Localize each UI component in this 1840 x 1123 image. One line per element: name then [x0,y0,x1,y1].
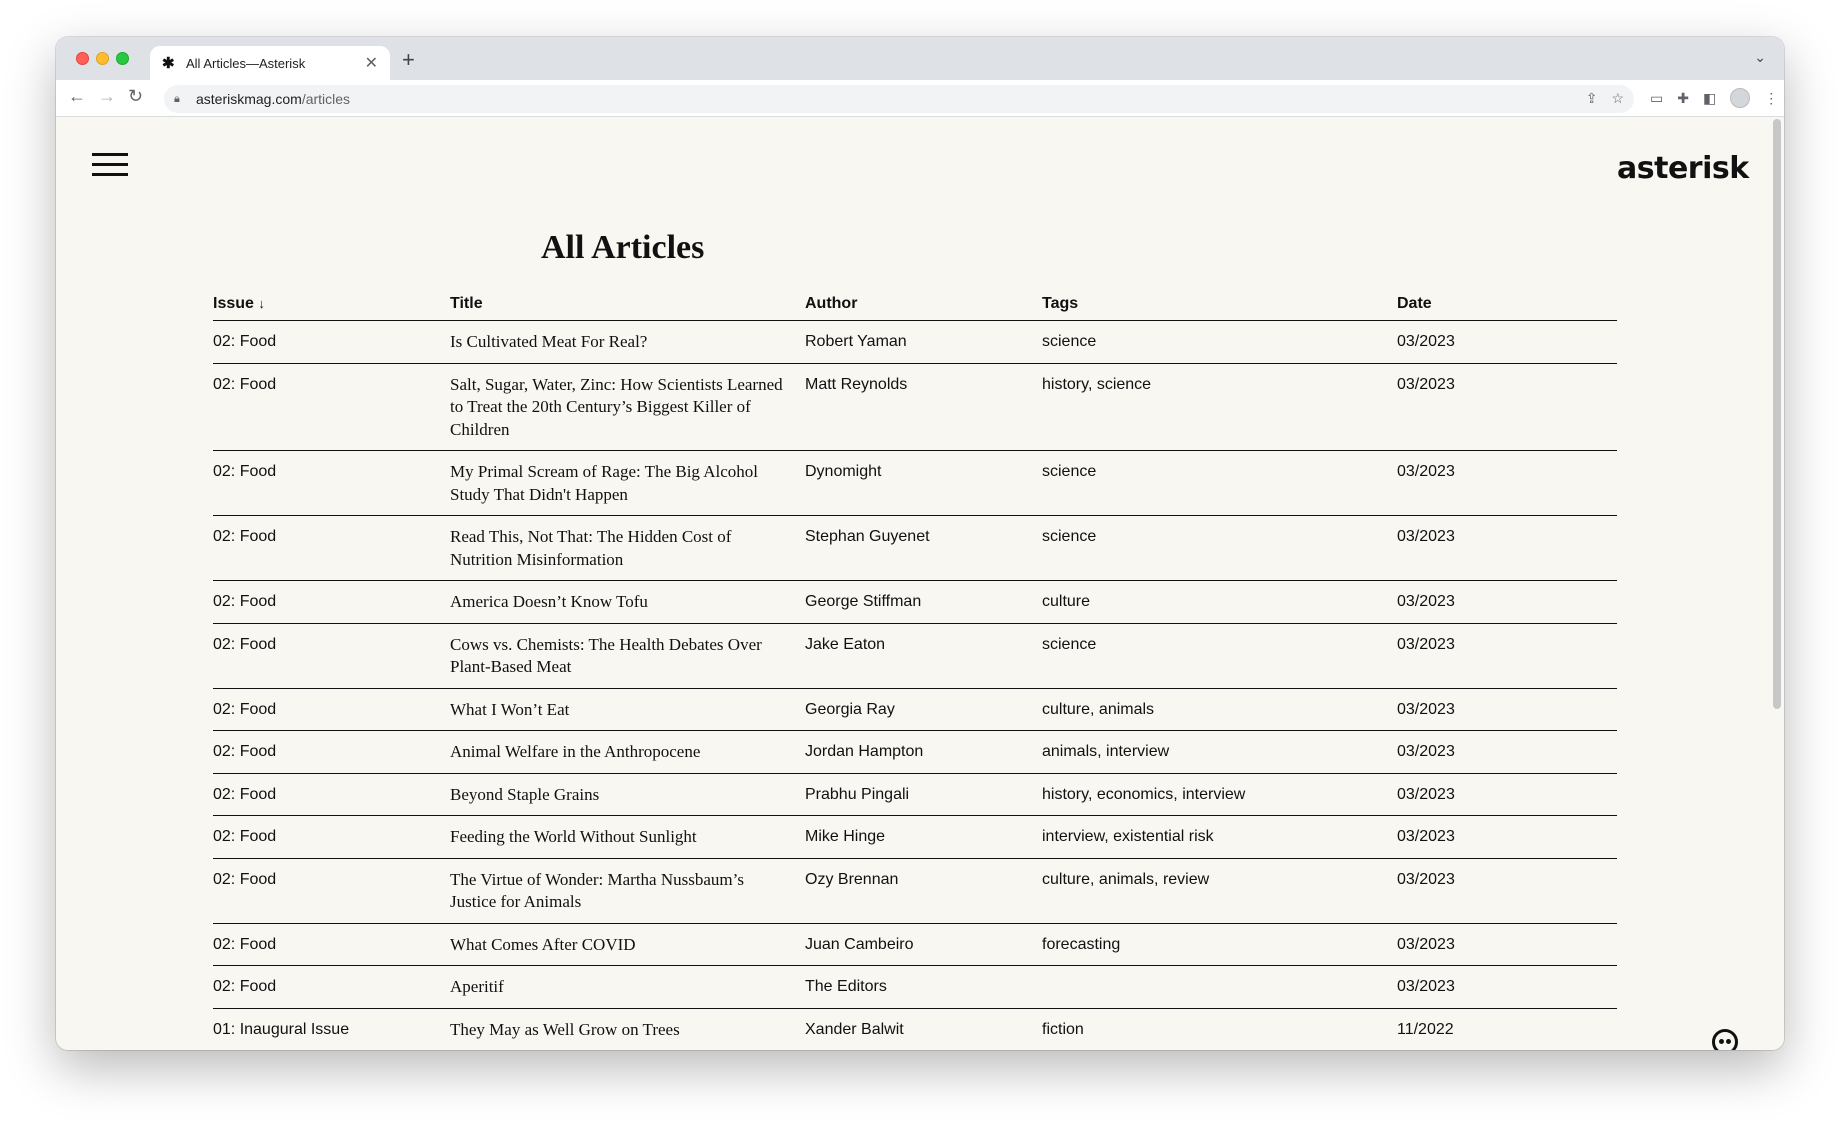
title-link[interactable]: America Doesn’t Know Tofu [450,592,648,611]
issue-cell: 02: Food [213,785,277,803]
extensions-puzzle-icon[interactable]: ✚ [1677,89,1689,106]
articles-table [213,295,1617,1050]
profile-avatar[interactable] [1730,88,1750,108]
title-link[interactable]: They May as Well Grow on Trees [450,1019,680,1039]
date-cell: 03/2023 [1397,700,1455,718]
minimize-window-button[interactable] [96,52,109,65]
url-text [190,91,350,107]
tags-cell: science [1042,528,1097,545]
issue-cell: 02: Food [213,828,277,845]
issue-cell: 02: Food [213,935,277,953]
author-cell: Mike Hinge [805,828,886,845]
tags-cell: science [1042,635,1097,653]
page-title: All Articles [541,229,705,266]
bookmark-star-icon[interactable]: ☆ [1611,90,1624,106]
date-cell: 03/2023 [1397,463,1455,480]
author-cell: Jordan Hampton [805,743,924,760]
close-window-button[interactable] [76,52,89,65]
table-row[interactable] [213,1009,1617,1051]
share-icon[interactable]: ⇪ [1585,90,1598,106]
title-link[interactable]: What I Won’t Eat [450,699,570,719]
author-cell: Matt Reynolds [805,375,908,393]
tags-cell: culture [1042,593,1091,610]
issue-column-header[interactable] [213,295,450,313]
title-link[interactable]: Salt, Sugar, Water, Zinc: How Scientists Learned to Treat the 20th Century’s Biggest Killer of Children [450,374,783,439]
table-row[interactable] [213,624,1617,689]
asterisk-favicon-icon: ✱ [162,55,175,72]
date-cell: 03/2023 [1397,375,1455,393]
more-menu-icon[interactable]: ⋮ [1764,89,1779,106]
author-cell: Dynomight [805,463,882,480]
date-cell: 03/2023 [1397,785,1455,803]
url-host: asteriskmag.com [196,91,302,107]
author-cell: The Editors [805,978,887,995]
tags-cell: fiction [1042,1020,1084,1038]
table-row[interactable] [213,581,1617,624]
browser-toolbar [56,80,1784,117]
title-link[interactable]: Is Cultivated Meat For Real? [450,332,648,351]
table-row[interactable] [213,689,1617,732]
date-cell: 03/2023 [1397,743,1455,760]
date-column-header[interactable]: Date [1397,295,1432,312]
issue-cell: 02: Food [213,333,277,350]
author-cell: Juan Cambeiro [805,935,914,953]
reload-icon[interactable]: ↻ [128,86,144,106]
title-column-header[interactable]: Title [450,295,483,312]
date-cell: 03/2023 [1397,828,1455,845]
date-cell: 03/2023 [1397,935,1455,953]
issue-cell: 02: Food [213,593,277,610]
title-link[interactable]: What Comes After COVID [450,934,636,954]
issue-cell: 02: Food [213,700,277,718]
cast-icon[interactable]: ▭ [1650,89,1664,106]
tags-cell: history, science [1042,375,1152,393]
tab-strip [56,37,1784,80]
issue-cell: 02: Food [213,635,277,653]
date-cell: 03/2023 [1397,333,1455,350]
tags-cell: culture, animals [1042,700,1155,718]
issue-cell: 02: Food [213,870,277,888]
table-row[interactable] [213,451,1617,516]
page-content [56,117,1784,1050]
title-link[interactable]: Aperitif [450,977,504,996]
forward-arrow-icon[interactable]: → [98,86,116,106]
author-column-header[interactable]: Author [805,295,858,312]
close-tab-icon[interactable]: ✕ [364,55,378,72]
author-cell: Xander Balwit [805,1020,904,1038]
issue-cell: 02: Food [213,375,277,393]
tags-cell: interview, existential risk [1042,828,1214,845]
lock-icon[interactable]: 🔒︎ [174,92,180,105]
table-row[interactable] [213,321,1617,364]
author-cell: Robert Yaman [805,333,907,350]
title-link[interactable]: Read This, Not That: The Hidden Cost of Nutrition Misinformation [450,527,732,569]
title-link[interactable]: Cows vs. Chemists: The Health Debates Over Plant-Based Meat [450,634,762,676]
tab-title: All Articles—Asterisk [186,55,306,71]
author-cell: Ozy Brennan [805,870,899,888]
date-cell: 03/2023 [1397,593,1455,610]
date-cell: 11/2022 [1397,1020,1454,1038]
title-link[interactable]: Feeding the World Without Sunlight [450,827,697,846]
new-tab-button[interactable]: + [402,47,415,72]
tags-cell: science [1042,463,1097,480]
vertical-scrollbar[interactable] [1770,117,1784,1050]
author-cell: George Stiffman [805,593,922,610]
tags-column-header[interactable]: Tags [1042,295,1079,312]
issue-cell: 02: Food [213,978,277,995]
issue-cell: 02: Food [213,463,277,480]
table-row[interactable] [213,859,1617,924]
hamburger-menu-icon[interactable] [92,153,128,177]
maximize-window-button[interactable] [116,52,129,65]
back-arrow-icon[interactable]: ← [68,86,86,106]
tab-search-chevron-icon[interactable]: ⌄ [1754,49,1766,65]
address-bar[interactable] [164,85,1634,113]
table-row[interactable] [213,731,1617,774]
table-row[interactable] [213,516,1617,581]
tags-cell: culture, animals, review [1042,870,1210,888]
author-cell: Georgia Ray [805,700,895,718]
table-row[interactable] [213,774,1617,817]
sort-down-arrow-icon: ↓ [258,296,265,311]
browser-window [56,37,1784,1050]
chat-face-icon[interactable] [1712,1029,1738,1050]
table-header [213,295,1617,321]
issue-header-label: Issue [213,295,254,312]
table-row[interactable] [213,364,1617,452]
table-row[interactable] [213,924,1617,967]
date-cell: 03/2023 [1397,528,1455,545]
date-cell: 03/2023 [1397,635,1455,653]
tags-cell: animals, interview [1042,743,1170,760]
scrollbar-thumb[interactable] [1773,119,1781,709]
site-logo[interactable]: asterisk [1617,151,1749,186]
date-cell: 03/2023 [1397,978,1455,995]
title-link[interactable]: My Primal Scream of Rage: The Big Alcohol Study That Didn't Happen [450,462,759,504]
table-row[interactable] [213,966,1617,1009]
author-cell: Jake Eaton [805,635,886,653]
date-cell: 03/2023 [1397,870,1455,888]
tags-cell: forecasting [1042,935,1121,953]
browser-tab[interactable] [150,46,390,80]
title-link[interactable]: Animal Welfare in the Anthropocene [450,742,701,761]
title-link[interactable]: The Virtue of Wonder: Martha Nussbaum’s Justice for Animals [450,869,744,911]
author-cell: Prabhu Pingali [805,785,910,803]
url-path: /articles [301,91,351,107]
issue-cell: 02: Food [213,743,277,760]
issue-cell: 01: Inaugural Issue [213,1020,350,1038]
title-link[interactable]: Beyond Staple Grains [450,784,600,804]
table-row[interactable] [213,816,1617,859]
tags-cell: science [1042,333,1097,350]
issue-cell: 02: Food [213,528,277,545]
tags-cell: history, economics, interview [1042,785,1246,803]
tags-cell [1042,976,1397,999]
side-panel-icon[interactable]: ◧ [1702,89,1717,106]
author-cell: Stephan Guyenet [805,528,930,545]
